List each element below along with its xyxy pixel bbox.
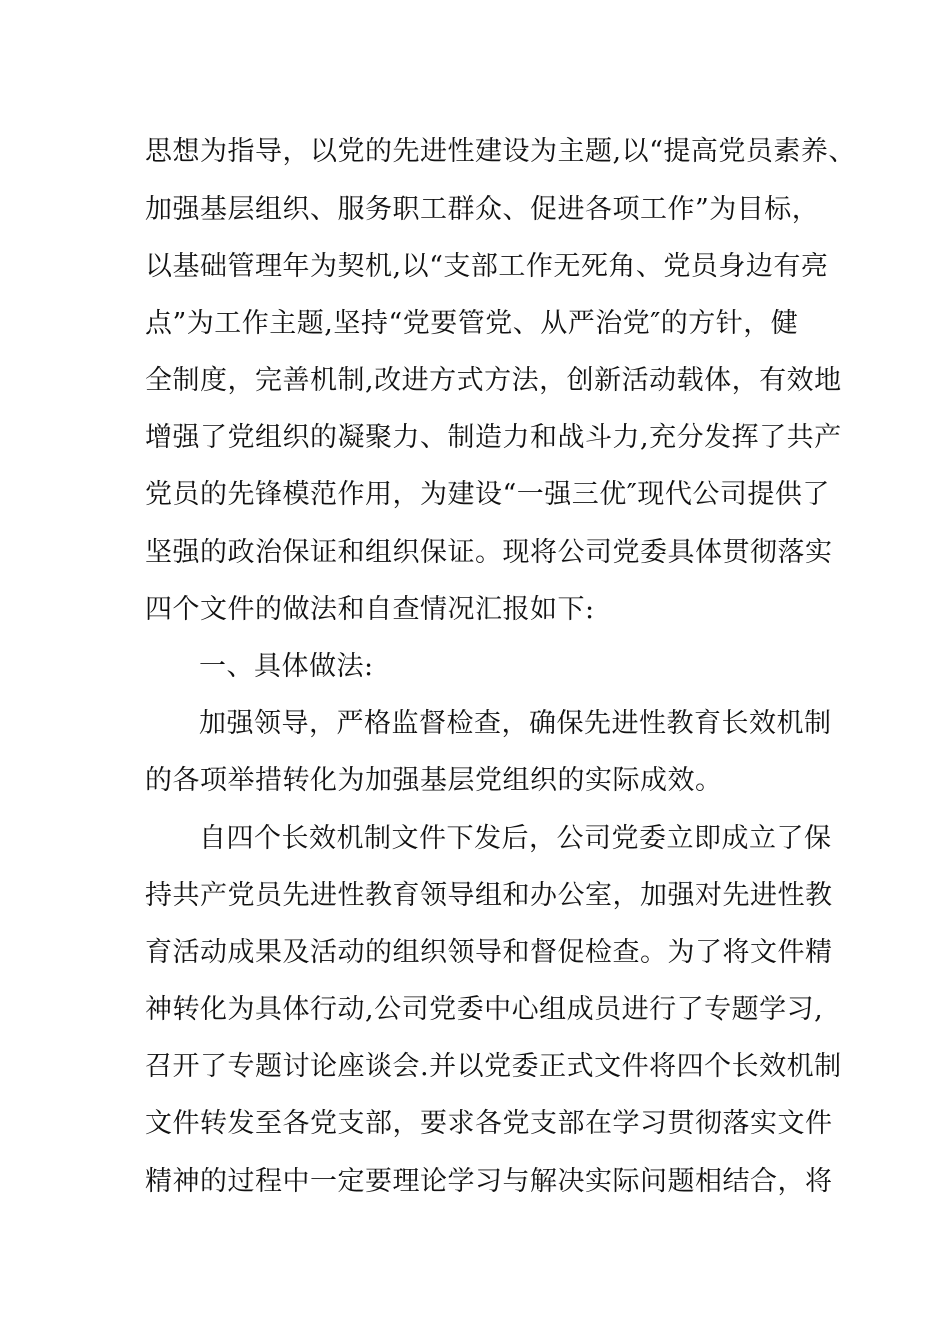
text-line: 思想为指导，以党的先进性建设为主题,以“提高党员素养、 xyxy=(145,136,856,167)
text-line: 精神的过程中一定要理论学习与解决实际问题相结合，将 xyxy=(145,1166,833,1197)
paragraph-start-line: 自四个长效机制文件下发后，公司党委立即成立了保 xyxy=(199,823,832,854)
text-line: 持共产党员先进性教育领导组和办公室，加强对先进性教 xyxy=(145,880,833,911)
text-line: 坚强的政治保证和组织保证。现将公司党委具体贯彻落实 xyxy=(145,537,833,568)
text-line: 加强基层组织、服务职工群众、促进各项工作”为目标， xyxy=(145,194,820,225)
text-line: 四个文件的做法和自查情况汇报如下: xyxy=(145,594,595,625)
text-line: 全制度，完善机制,改进方式方法，创新活动载体，有效地 xyxy=(145,365,842,396)
text-line: 育活动成果及活动的组织领导和督促检查。为了将文件精 xyxy=(145,937,833,968)
text-line: 以基础管理年为契机,以“支部工作无死角、党员身边有亮 xyxy=(145,251,829,282)
text-line: 文件转发至各党支部，要求各党支部在学习贯彻落实文件 xyxy=(145,1108,833,1139)
text-line: 点”为工作主题,坚持“党要管党、从严治党″的方针，健 xyxy=(145,308,799,339)
text-line: 的各项举措转化为加强基层党组织的实际成效。 xyxy=(145,765,723,796)
text-line: 召开了专题讨论座谈会.并以党委正式文件将四个长效机制 xyxy=(145,1051,842,1082)
paragraph-start-line: 加强领导，严格监督检查，确保先进性教育长效机制 xyxy=(199,708,832,739)
text-line: 神转化为具体行动,公司党委中心组成员进行了专题学习, xyxy=(145,994,824,1025)
section-heading: 一、具体做法: xyxy=(199,651,374,682)
text-line: 增强了党组织的凝聚力、制造力和战斗力,充分发挥了共产 xyxy=(145,422,842,453)
text-line: 党员的先锋模范作用，为建设“一强三优″现代公司提供了 xyxy=(145,479,830,510)
